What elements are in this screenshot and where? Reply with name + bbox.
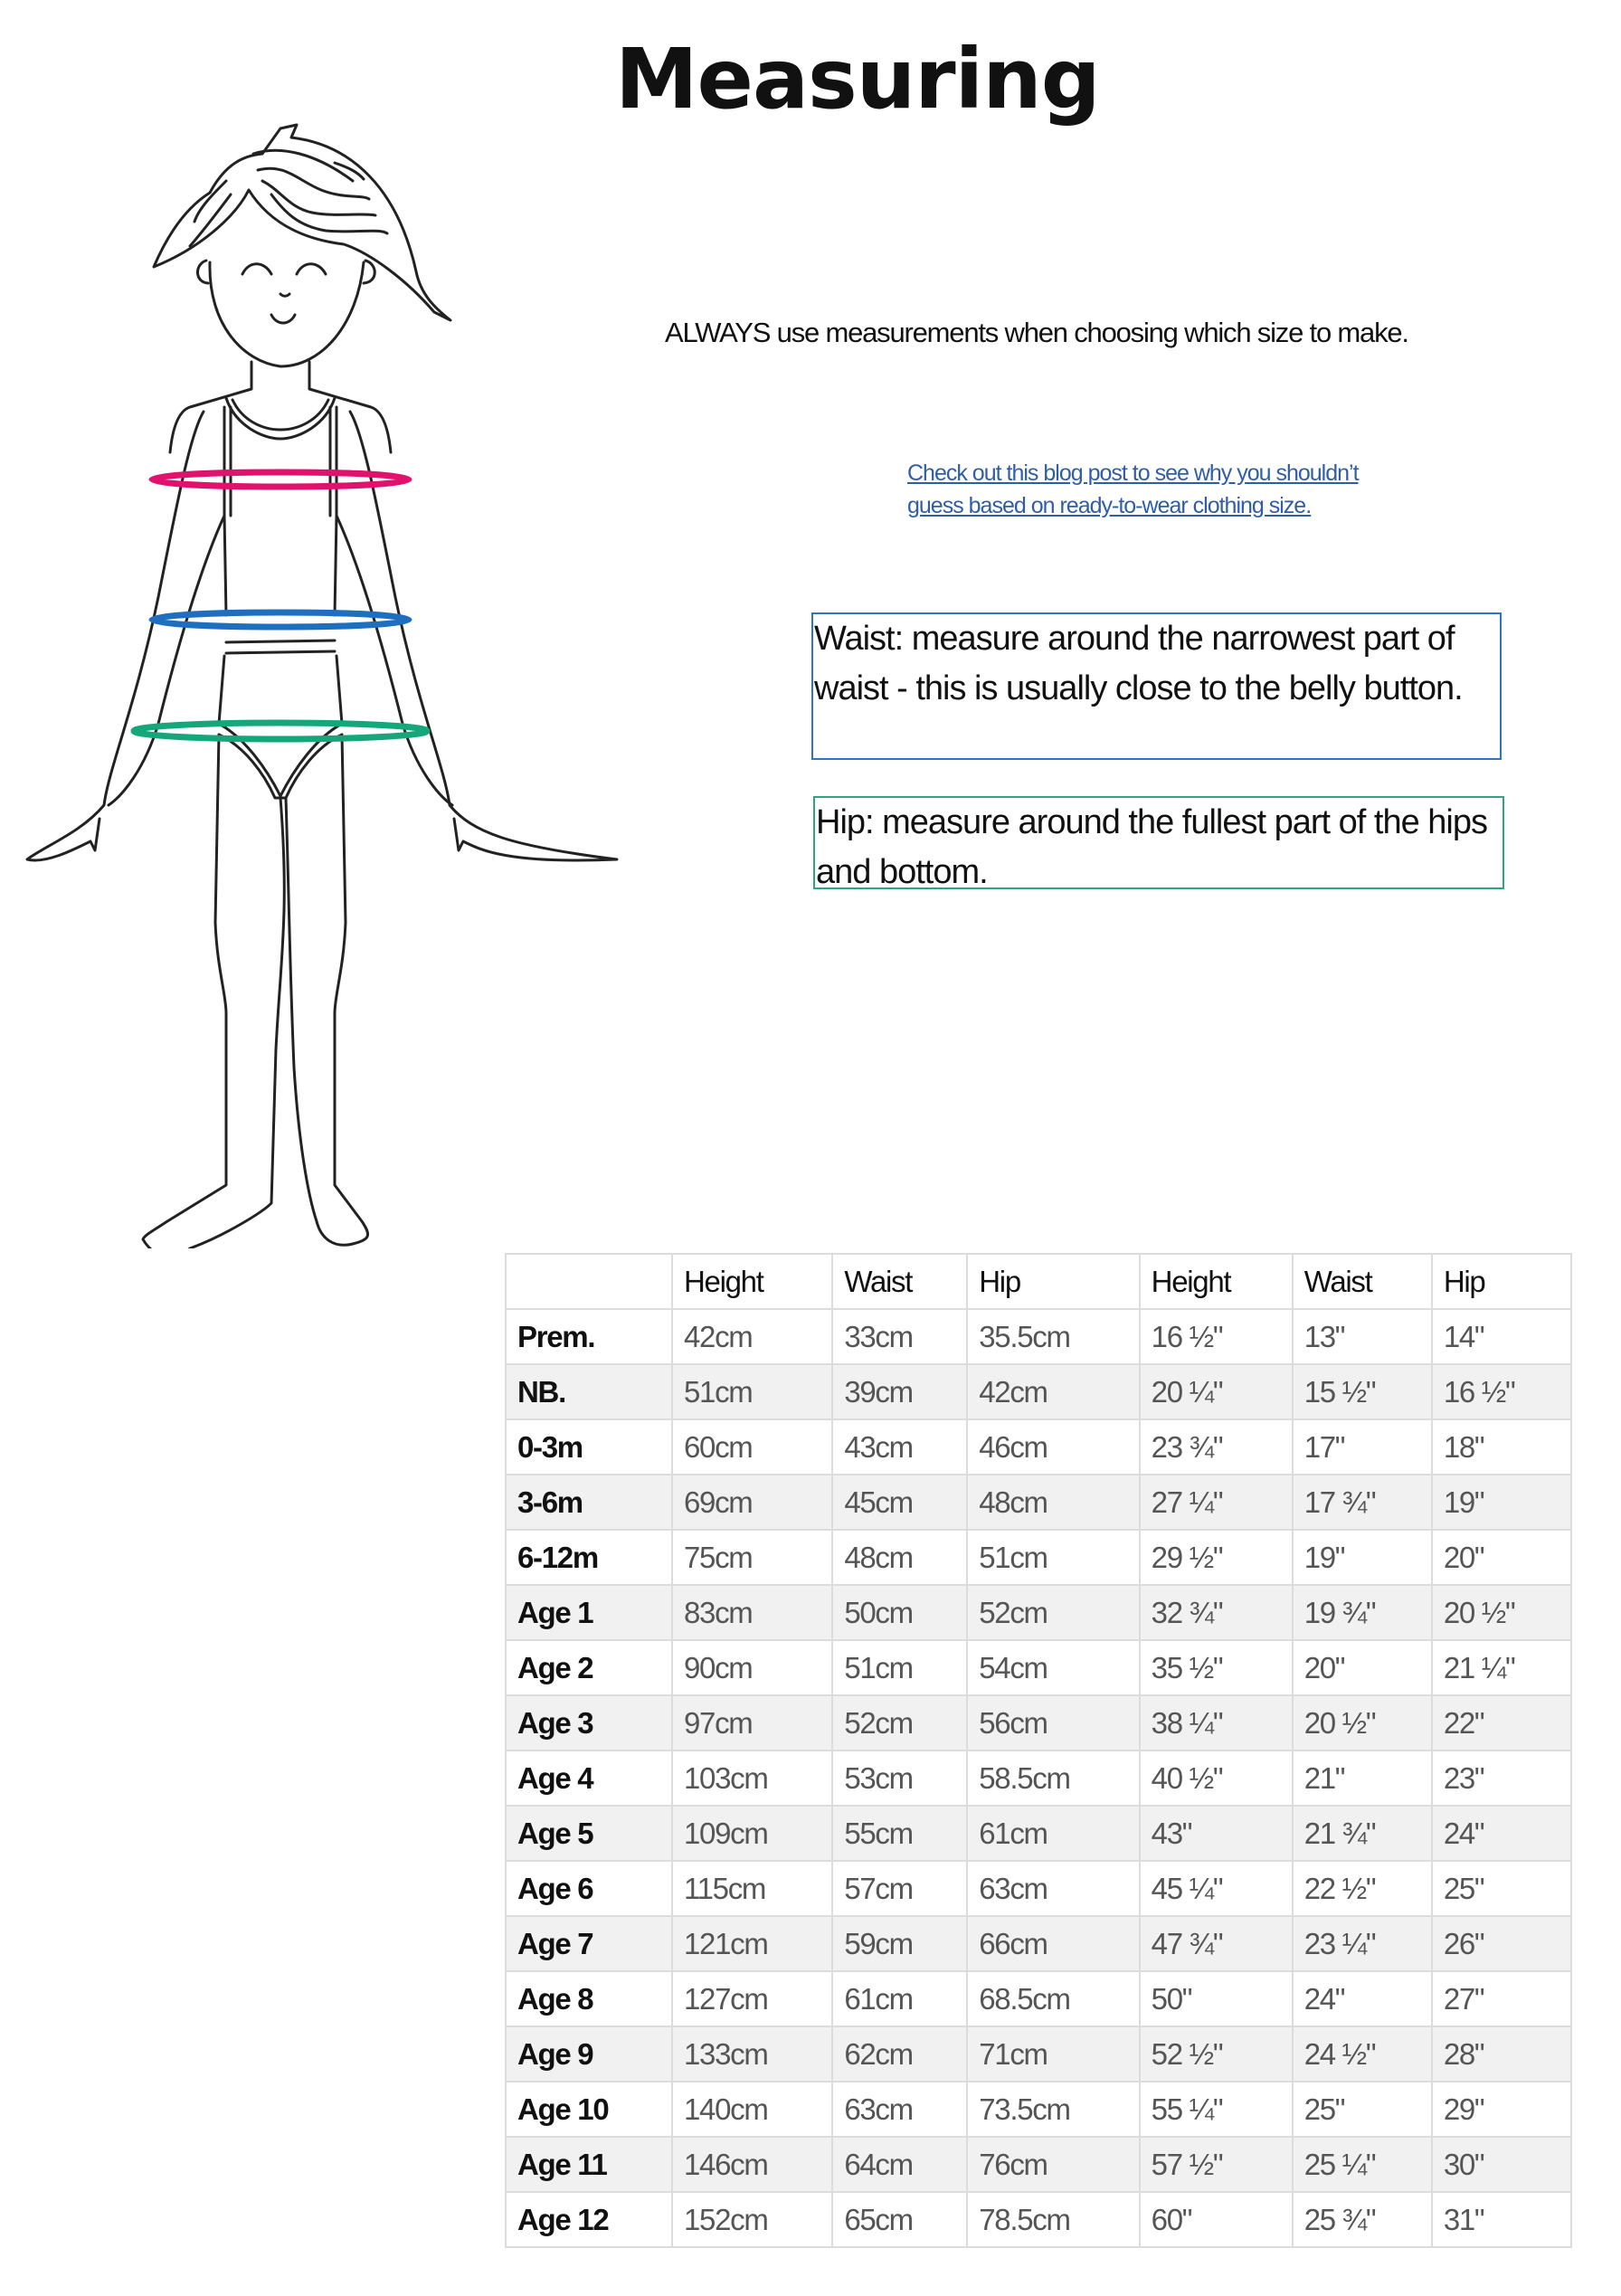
table-row (506, 1806, 1571, 1861)
measurement-cell: 20 ¼" (1140, 1364, 1293, 1419)
measurement-cell: 45 ¼" (1140, 1861, 1293, 1916)
measurement-cell: 42cm (967, 1364, 1139, 1419)
measurement-cell: 16 ½" (1432, 1364, 1571, 1419)
measurement-cell: 76cm (967, 2137, 1139, 2192)
measurement-cell: 133cm (672, 2026, 832, 2082)
measurement-cell: 19 ¾" (1293, 1585, 1432, 1640)
table-row (506, 1364, 1571, 1419)
header-waist-in: Waist (1293, 1254, 1432, 1309)
header-size (506, 1254, 672, 1309)
header-height-cm: Height (672, 1254, 832, 1309)
measurement-cell: 103cm (672, 1750, 832, 1806)
measurement-cell: 83cm (672, 1585, 832, 1640)
measurement-cell: 121cm (672, 1916, 832, 1971)
size-chart-table (505, 1253, 1572, 2248)
child-figure-illustration (9, 54, 642, 1248)
size-label-cell: Age 4 (506, 1750, 672, 1806)
measurement-cell: 31" (1432, 2192, 1571, 2247)
measurement-cell: 57 ½" (1140, 2137, 1293, 2192)
size-label-cell: Age 1 (506, 1585, 672, 1640)
size-label-cell: Age 6 (506, 1861, 672, 1916)
face-icon (197, 261, 374, 366)
measurement-cell: 18" (1432, 1419, 1571, 1475)
measurement-cell: 140cm (672, 2082, 832, 2137)
measurement-cell: 29" (1432, 2082, 1571, 2137)
size-label-cell: Prem. (506, 1309, 672, 1364)
measurement-cell: 23" (1432, 1750, 1571, 1806)
measurement-cell: 48cm (967, 1475, 1139, 1530)
blog-link-line-1: Check out this blog post to see why you shouldn’t (907, 460, 1359, 486)
size-label-cell: Age 8 (506, 1971, 672, 2026)
table-row (506, 2137, 1571, 2192)
measurement-cell: 55cm (832, 1806, 967, 1861)
measurement-cell: 39cm (832, 1364, 967, 1419)
table-row (506, 1419, 1571, 1475)
measurement-cell: 20 ½" (1432, 1585, 1571, 1640)
measurement-cell: 20" (1293, 1640, 1432, 1695)
size-label-cell: NB. (506, 1364, 672, 1419)
measurement-cell: 22 ½" (1293, 1861, 1432, 1916)
measurement-cell: 47 ¾" (1140, 1916, 1293, 1971)
measurement-cell: 62cm (832, 2026, 967, 2082)
measurement-cell: 42cm (672, 1309, 832, 1364)
measurement-cell: 26" (1432, 1916, 1571, 1971)
size-label-cell: Age 10 (506, 2082, 672, 2137)
measurement-cell: 66cm (967, 1916, 1139, 1971)
table-header-row (506, 1254, 1571, 1309)
measurement-cell: 16 ½" (1140, 1309, 1293, 1364)
table-row (506, 1861, 1571, 1916)
measurement-cell: 97cm (672, 1695, 832, 1750)
measurement-cell: 22" (1432, 1695, 1571, 1750)
header-height-in: Height (1140, 1254, 1293, 1309)
measurement-cell: 152cm (672, 2192, 832, 2247)
measurement-cell: 29 ½" (1140, 1530, 1293, 1585)
measurement-cell: 52 ½" (1140, 2026, 1293, 2082)
measurement-cell: 19" (1293, 1530, 1432, 1585)
measurement-cell: 24 ½" (1293, 2026, 1432, 2082)
size-label-cell: Age 3 (506, 1695, 672, 1750)
table-row (506, 2082, 1571, 2137)
measurement-cell: 90cm (672, 1640, 832, 1695)
table-row (506, 1640, 1571, 1695)
measurement-cell: 24" (1293, 1971, 1432, 2026)
table-row (506, 1309, 1571, 1364)
measurement-cell: 25 ¼" (1293, 2137, 1432, 2192)
measurement-cell: 35.5cm (967, 1309, 1139, 1364)
measurement-cell: 63cm (967, 1861, 1139, 1916)
table-row (506, 2026, 1571, 2082)
measurement-cell: 43cm (832, 1419, 967, 1475)
measurement-cell: 56cm (967, 1695, 1139, 1750)
measurement-cell: 38 ¼" (1140, 1695, 1293, 1750)
intro-text: ALWAYS use measurements when choosing which size to make. (665, 317, 1408, 348)
measurement-cell: 61cm (967, 1806, 1139, 1861)
measurement-cell: 14" (1432, 1309, 1571, 1364)
measurement-cell: 35 ½" (1140, 1640, 1293, 1695)
measurement-cell: 55 ¼" (1140, 2082, 1293, 2137)
hip-note: Hip: measure around the fullest part of the hips and bottom. (813, 796, 1504, 889)
measurement-cell: 17" (1293, 1419, 1432, 1475)
measurement-cell: 109cm (672, 1806, 832, 1861)
blog-post-link[interactable] (907, 457, 1450, 522)
size-label-cell: Age 12 (506, 2192, 672, 2247)
measurement-cell: 27 ¼" (1140, 1475, 1293, 1530)
header-hip-cm: Hip (967, 1254, 1139, 1309)
measurement-cell: 51cm (672, 1364, 832, 1419)
measurement-cell: 25" (1432, 1861, 1571, 1916)
measurement-cell: 24" (1432, 1806, 1571, 1861)
table-row (506, 1750, 1571, 1806)
measurement-cell: 69cm (672, 1475, 832, 1530)
measurement-cell: 40 ½" (1140, 1750, 1293, 1806)
size-label-cell: Age 9 (506, 2026, 672, 2082)
size-label-cell: 3-6m (506, 1475, 672, 1530)
measurement-cell: 71cm (967, 2026, 1139, 2082)
measurement-cell: 15 ½" (1293, 1364, 1432, 1419)
hair-icon (154, 125, 450, 320)
measurement-cell: 75cm (672, 1530, 832, 1585)
table-row (506, 1530, 1571, 1585)
header-hip-in: Hip (1432, 1254, 1571, 1309)
measurement-cell: 61cm (832, 1971, 967, 2026)
measurement-cell: 115cm (672, 1861, 832, 1916)
measurement-cell: 50cm (832, 1585, 967, 1640)
measurement-cell: 28" (1432, 2026, 1571, 2082)
table-row (506, 1971, 1571, 2026)
measurement-cell: 23 ¾" (1140, 1419, 1293, 1475)
measurement-cell: 20 ½" (1293, 1695, 1432, 1750)
measurement-cell: 68.5cm (967, 1971, 1139, 2026)
measurement-cell: 21 ¼" (1432, 1640, 1571, 1695)
waist-line (152, 612, 409, 627)
table-row (506, 1585, 1571, 1640)
header-waist-cm: Waist (832, 1254, 967, 1309)
measurement-cell: 59cm (832, 1916, 967, 1971)
page-title: Measuring (615, 31, 1100, 128)
measurement-cell: 27" (1432, 1971, 1571, 2026)
measurement-cell: 48cm (832, 1530, 967, 1585)
measurement-cell: 54cm (967, 1640, 1139, 1695)
table-row (506, 1916, 1571, 1971)
measurement-cell: 52cm (832, 1695, 967, 1750)
measurement-cell: 73.5cm (967, 2082, 1139, 2137)
measurement-cell: 33cm (832, 1309, 967, 1364)
measurement-cell: 25 ¾" (1293, 2192, 1432, 2247)
measurement-cell: 60" (1140, 2192, 1293, 2247)
measurement-cell: 13" (1293, 1309, 1432, 1364)
measurement-cell: 63cm (832, 2082, 967, 2137)
size-label-cell: 6-12m (506, 1530, 672, 1585)
measurement-cell: 127cm (672, 1971, 832, 2026)
measurement-cell: 58.5cm (967, 1750, 1139, 1806)
measurement-cell: 57cm (832, 1861, 967, 1916)
measurement-cell: 51cm (967, 1530, 1139, 1585)
measurement-cell: 64cm (832, 2137, 967, 2192)
measurement-cell: 20" (1432, 1530, 1571, 1585)
measurement-cell: 52cm (967, 1585, 1139, 1640)
measurement-cell: 19" (1432, 1475, 1571, 1530)
measurement-cell: 45cm (832, 1475, 967, 1530)
measurement-cell: 50" (1140, 1971, 1293, 2026)
size-label-cell: Age 2 (506, 1640, 672, 1695)
measurement-cell: 30" (1432, 2137, 1571, 2192)
measurement-cell: 60cm (672, 1419, 832, 1475)
measurement-cell: 78.5cm (967, 2192, 1139, 2247)
measurement-cell: 21" (1293, 1750, 1432, 1806)
table-row (506, 2192, 1571, 2247)
size-label-cell: Age 11 (506, 2137, 672, 2192)
size-label-cell: Age 7 (506, 1916, 672, 1971)
measurement-cell: 25" (1293, 2082, 1432, 2137)
measurement-cell: 23 ¼" (1293, 1916, 1432, 1971)
table-row (506, 1695, 1571, 1750)
measurement-cell: 51cm (832, 1640, 967, 1695)
size-label-cell: 0-3m (506, 1419, 672, 1475)
blog-link-line-2: guess based on ready-to-wear clothing size. (907, 493, 1312, 518)
measurement-cell: 65cm (832, 2192, 967, 2247)
measurement-cell: 43" (1140, 1806, 1293, 1861)
measurement-cell: 32 ¾" (1140, 1585, 1293, 1640)
measurement-cell: 21 ¾" (1293, 1806, 1432, 1861)
size-label-cell: Age 5 (506, 1806, 672, 1861)
measurement-cell: 53cm (832, 1750, 967, 1806)
table-row (506, 1475, 1571, 1530)
waist-note: Waist: measure around the narrowest part of waist - this is usually close to the belly button. (811, 612, 1502, 760)
measurement-cell: 17 ¾" (1293, 1475, 1432, 1530)
measurement-cell: 46cm (967, 1419, 1139, 1475)
hip-line (134, 723, 427, 739)
measurement-cell: 146cm (672, 2137, 832, 2192)
